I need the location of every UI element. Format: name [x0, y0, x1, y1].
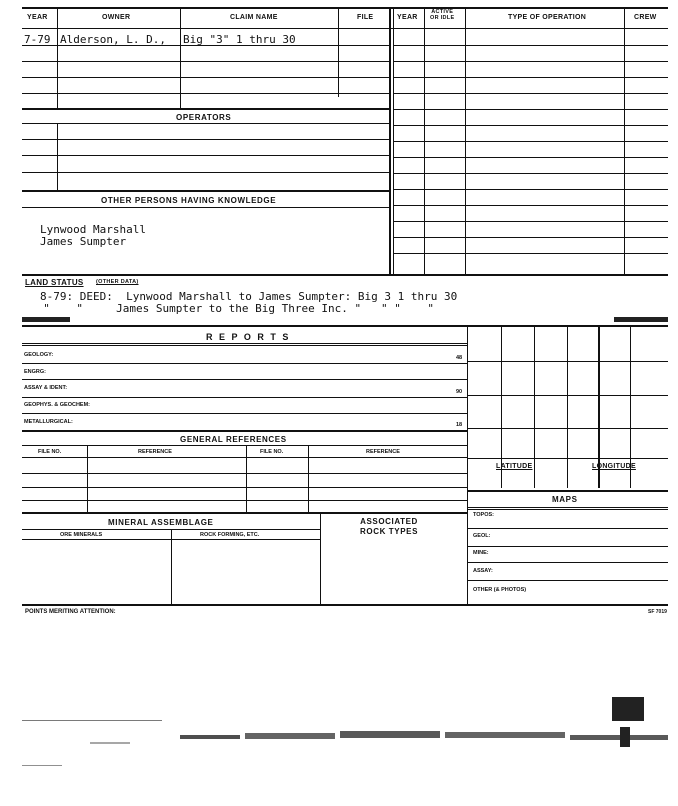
form-number: SF 7019 [648, 609, 667, 615]
reports-heading: R E P O R T S [206, 332, 291, 342]
col-reference-2: REFERENCE [366, 449, 400, 455]
col-file-no-2: FILE NO. [260, 449, 284, 455]
header-year-2: YEAR [397, 14, 418, 21]
other-person-1: Lynwood Marshall [40, 223, 146, 236]
report-geophys: GEOPHYS. & GEOCHEM: [24, 402, 91, 408]
land-status-line-1: 8-79: DEED: Lynwood Marshall to James Sumpter: Big 3 1 thru 30 [40, 290, 458, 303]
maps-topos: TOPOS: [473, 512, 494, 518]
maps-geol: GEOL: [473, 533, 491, 539]
report-metallurgical: METALLURGICAL: [24, 419, 73, 425]
longitude-label: LONGITUDE [592, 463, 636, 470]
land-status-subheading: (OTHER DATA) [96, 279, 139, 285]
maps-assay: ASSAY: [473, 568, 493, 574]
general-references-heading: GENERAL REFERENCES [180, 435, 287, 444]
entry-claim: Big "3" 1 thru 30 [183, 33, 296, 46]
report-geology-num: 48 [456, 355, 463, 361]
header-file: FILE [357, 14, 374, 21]
header-crew: CREW [634, 14, 657, 21]
header-year: YEAR [27, 14, 48, 21]
other-persons-heading: OTHER PERSONS HAVING KNOWLEDGE [101, 196, 277, 205]
maps-other: OTHER (& PHOTOS) [473, 587, 527, 593]
col-reference: REFERENCE [138, 449, 172, 455]
header-active-idle: ACTIVE OR IDLE [430, 9, 455, 21]
col-file-no: FILE NO. [38, 449, 62, 455]
land-status-heading: LAND STATUS [25, 278, 84, 287]
points-meriting-attention: POINTS MERITING ATTENTION: [25, 609, 116, 615]
other-person-2: James Sumpter [40, 235, 127, 248]
header-type-of-operation: TYPE OF OPERATION [508, 14, 587, 21]
report-assay-num: 90 [456, 389, 463, 395]
maps-heading: MAPS [552, 495, 578, 504]
operators-heading: OPERATORS [176, 113, 232, 122]
latitude-label: LATITUDE [496, 463, 533, 470]
col-ore-minerals: ORE MINERALS [60, 532, 103, 538]
header-claim-name: CLAIM NAME [230, 14, 278, 21]
col-rock-forming: ROCK FORMING, ETC. [200, 532, 260, 538]
associated-rock-types-heading: ASSOCIATED ROCK TYPES [360, 517, 419, 536]
report-engrg: ENGRG: [24, 369, 46, 375]
report-metallurgical-num: 18 [456, 422, 463, 428]
header-owner: OWNER [102, 14, 131, 21]
maps-mine: MINE: [473, 550, 489, 556]
mineral-assemblage-heading: MINERAL ASSEMBLAGE [108, 518, 214, 527]
entry-owner: Alderson, L. D., [60, 33, 166, 46]
entry-date: 7-79 [24, 33, 51, 46]
land-status-line-2: " " James Sumpter to the Big Three Inc. " " " " [30, 302, 434, 315]
report-geology: GEOLOGY: [24, 352, 54, 358]
report-assay: ASSAY & IDENT: [24, 385, 68, 391]
